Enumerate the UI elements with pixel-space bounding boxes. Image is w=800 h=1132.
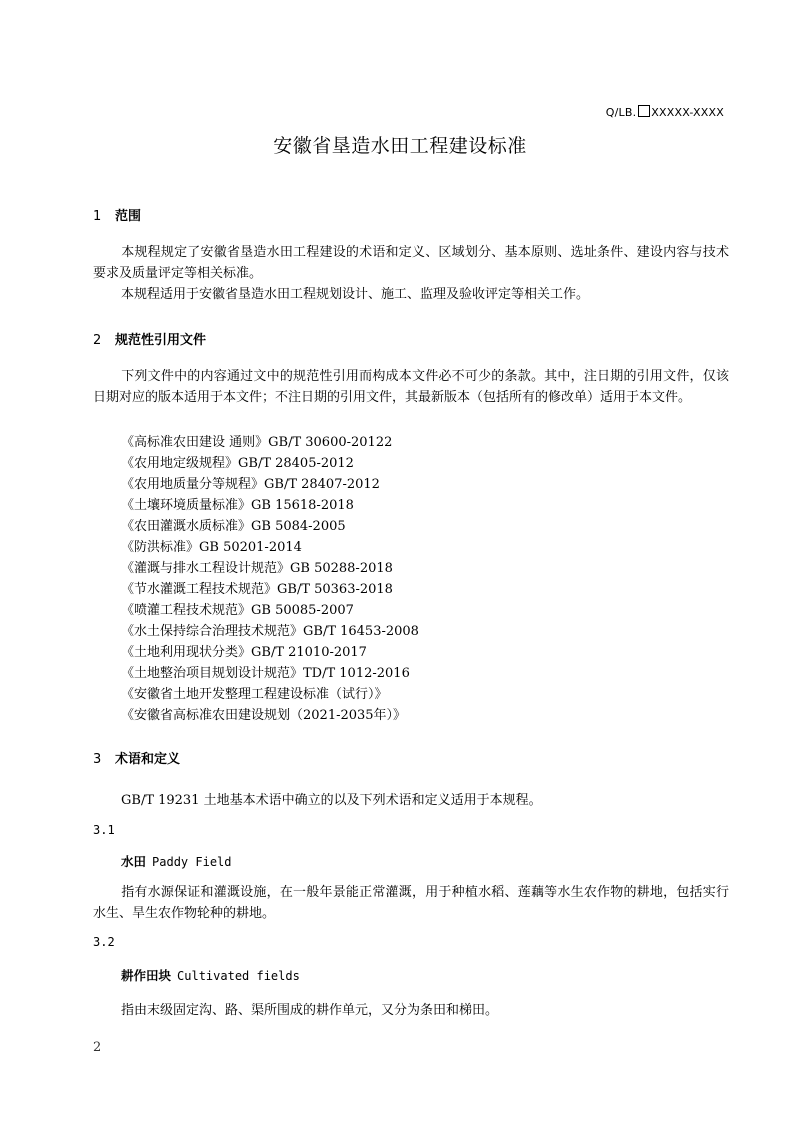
reference-item: 《农田灌溉水质标准》GB 5084-2005 <box>121 519 346 534</box>
section-title: 术语和定义 <box>115 752 181 767</box>
reference-item: 《喷灌工程技术规范》GB 50085-2007 <box>121 603 354 618</box>
reference-item: 《高标准农田建设 通则》GB/T 30600-20122 <box>121 435 393 450</box>
reference-item: 《安徽省土地开发整理工程建设标准（试行）》 <box>121 687 388 702</box>
doc-number-prefix: Q/LB. <box>605 106 637 119</box>
term-definition: 指由末级固定沟、路、渠所围成的耕作单元，又分为条田和梯田。 <box>121 1003 499 1018</box>
reference-item: 《土地利用现状分类》GB/T 21010-2017 <box>121 645 367 660</box>
reference-item: 《灌溉与排水工程设计规范》GB 50288-2018 <box>121 561 393 576</box>
paragraph: 本规程规定了安徽省垦造水田工程建设的术语和定义、区域划分、基本原则、选址条件、建设内容与技术要求及质量评定等相关标准。 <box>93 245 729 281</box>
term-cn: 耕作田块 <box>121 968 172 983</box>
reference-item: 《农用地定级规程》GB/T 28405-2012 <box>121 456 354 471</box>
paragraph: 本规程适用于安徽省垦造水田工程规划设计、施工、监理及验收评定等相关工作。 <box>121 287 590 302</box>
section-number: 2 <box>93 333 102 348</box>
section-intro: GB/T 19231 土地基本术语中确立的以及下列术语和定义适用于本规程。 <box>121 793 542 808</box>
section-title: 规范性引用文件 <box>115 333 207 348</box>
document-title: 安徽省垦造水田工程建设标准 <box>273 135 527 157</box>
reference-item: 《防洪标准》GB 50201-2014 <box>121 540 302 555</box>
reference-item: 《农用地质量分等规程》GB/T 28407-2012 <box>121 477 380 492</box>
section-title: 范围 <box>115 209 142 224</box>
document-number <box>606 105 724 119</box>
reference-item: 《土地整治项目规划设计规范》TD/T 1012-2016 <box>121 666 410 681</box>
reference-item: 《节水灌溉工程技术规范》GB/T 50363-2018 <box>121 582 393 597</box>
subsection-number: 3.2 <box>93 935 115 949</box>
section-heading-3 <box>93 748 180 767</box>
doc-number-suffix: XXXXX-XXXX <box>651 106 724 119</box>
reference-item: 《安徽省高标准农田建设规划（2021-2035年）》 <box>121 708 407 723</box>
reference-item: 《土壤环境质量标准》GB 15618-2018 <box>121 498 354 513</box>
reference-item: 《水土保持综合治理技术规范》GB/T 16453-2008 <box>121 624 419 639</box>
checkbox-placeholder-icon <box>638 105 650 117</box>
page-number: 2 <box>93 1040 102 1055</box>
term-en: Cultivated fields <box>177 969 300 983</box>
section-number: 3 <box>93 752 102 767</box>
term-heading <box>121 852 232 870</box>
term-cn: 水田 <box>121 854 147 869</box>
paragraph: 下列文件中的内容通过文中的规范性引用而构成本文件必不可少的条款。其中，注日期的引用文件，仅该日期对应的版本适用于本文件；不注日期的引用文件，其最新版本（包括所有的修改单）适用于本文件。 <box>93 369 729 405</box>
term-en: Paddy Field <box>152 855 232 869</box>
term-definition: 指有水源保证和灌溉设施，在一般年景能正常灌溉，用于种植水稻、莲藕等水生农作物的耕地，包括实行水生、旱生农作物轮种的耕地。 <box>93 885 729 921</box>
section-heading-2 <box>93 329 206 348</box>
subsection-number: 3.1 <box>93 823 115 837</box>
term-heading <box>121 966 300 984</box>
section-number: 1 <box>93 209 102 224</box>
section-heading-1 <box>93 205 141 224</box>
